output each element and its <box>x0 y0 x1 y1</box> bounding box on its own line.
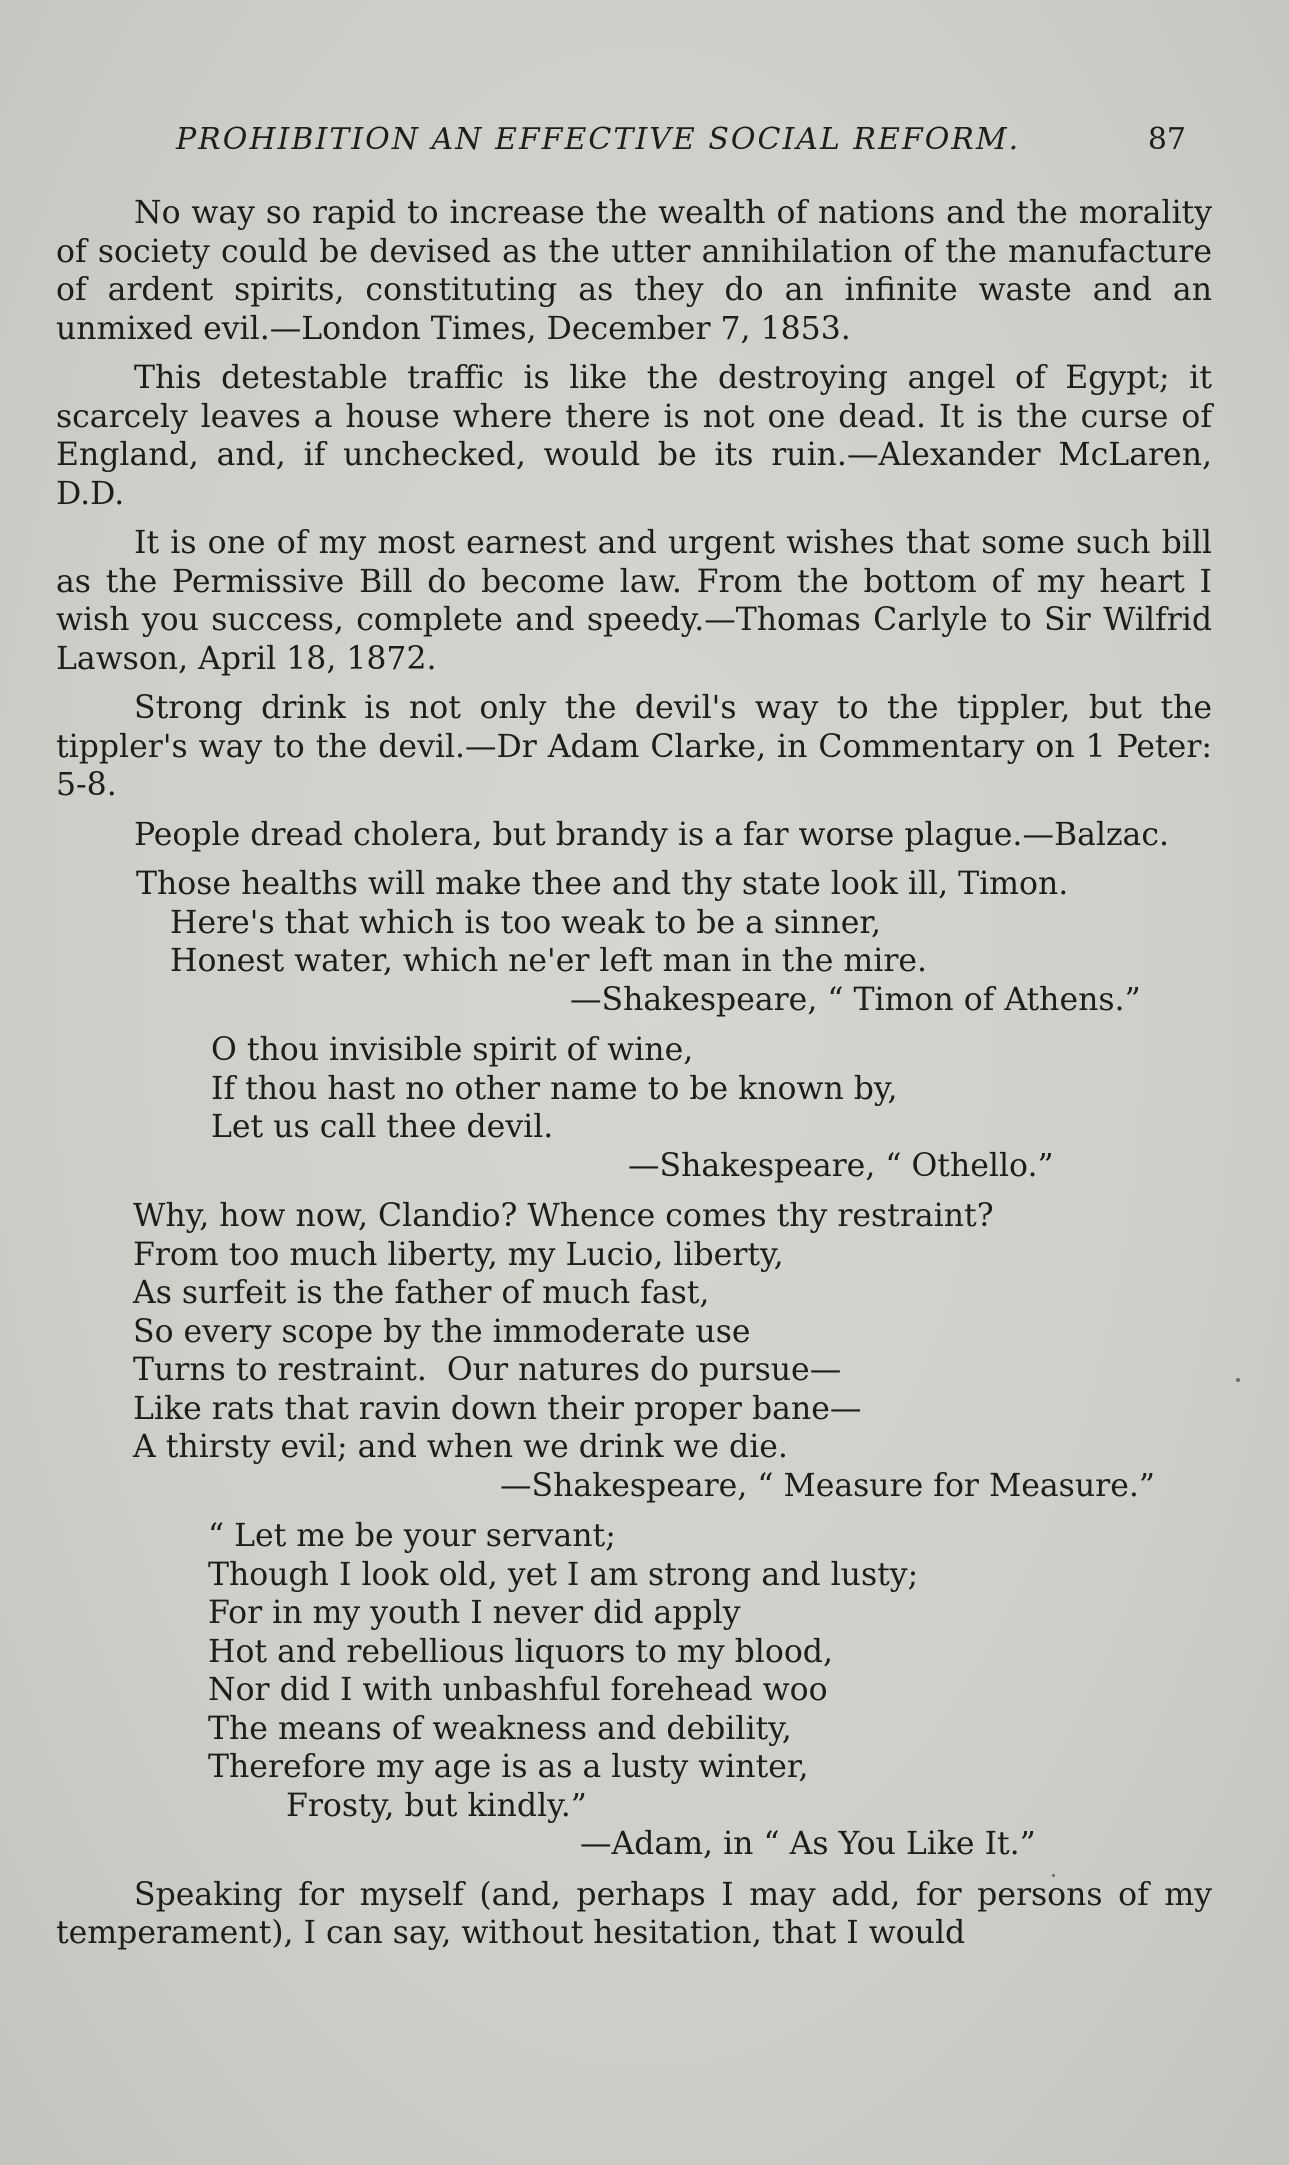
quotation-paragraph: People dread cholera, but brandy is a far worse plague.—Balzac. <box>134 816 1169 853</box>
verse-line: Though I look old, yet I am strong and lusty; <box>208 1556 919 1593</box>
verse-line: If thou hast no other name to be known by, <box>211 1070 898 1107</box>
quotation-paragraph: This detestable traffic is like the destroying angel of Egypt; it scarcely leaves a house where there is not one dead. It is the curse of England, and, if unchecked, would be its ruin.—Alexander McLaren, D.D. <box>56 360 1212 512</box>
verse-line: Honest water, which ne'er left man in the mire. <box>170 943 928 979</box>
closing-paragraph: Speaking for myself (and, perhaps I may add, for persons of my temperament), I can say, without hesitation, that I would <box>56 1876 1212 1951</box>
verse-line: Frosty, but kindly.” <box>286 1787 587 1824</box>
verse-line: Turns to restraint. Our natures do pursue— <box>133 1352 842 1388</box>
verse-line: Here's that which is too weak to be a sinner, <box>170 904 881 941</box>
running-title: PROHIBITION AN EFFECTIVE SOCIAL REFORM. <box>176 122 1021 157</box>
quotation-paragraph: Strong drink is not only the devil's way to the tippler, but the tippler's way to the devil.—Dr Adam Clarke, in Commentary on 1 Peter: 5-8. <box>56 690 1212 803</box>
running-header <box>176 122 1186 157</box>
verse-line: O thou invisible spirit of wine, <box>211 1032 694 1068</box>
verse-line: Let us call thee devil. <box>211 1109 554 1145</box>
verse-attribution: —Shakespeare, “ Othello.” <box>628 1147 1054 1184</box>
paper-speck <box>1236 1378 1240 1382</box>
paper-speck <box>1052 1874 1055 1877</box>
quotation-paragraph: It is one of my most earnest and urgent wishes that some such bill as the Permissive Bill do become law. From the bottom of my heart I wish you success, complete and speedy.—Thomas Carlyle to Sir Wilfrid Lawson, April 18, 1872. <box>56 525 1212 677</box>
verse-as-you-like-it <box>56 1517 1212 1864</box>
verse-line: So every scope by the immoderate use <box>133 1313 751 1350</box>
verse-line: For in my youth I never did apply <box>208 1595 741 1631</box>
verse-measure-for-measure <box>56 1197 1212 1505</box>
verse-line: Hot and rebellious liquors to my blood, <box>208 1633 833 1670</box>
quotation-paragraph: No way so rapid to increase the wealth of nations and the morality of society could be devised as the utter annihilation of the manufacture of ardent spirits, constituting as they do an infinite waste and an unmixed evil.—London Times, December 7, 1853. <box>56 195 1212 347</box>
verse-timon-of-athens <box>56 865 1212 1019</box>
verse-line: A thirsty evil; and when we drink we die. <box>133 1429 788 1465</box>
verse-attribution: —Adam, in “ As You Like It.” <box>580 1826 1036 1862</box>
verse-line: Why, how now, Clandio? Whence comes thy restraint? <box>133 1198 994 1234</box>
page-body <box>56 194 1212 1964</box>
verse-attribution: —Shakespeare, “ Measure for Measure.” <box>500 1467 1155 1504</box>
verse-line: The means of weakness and debility, <box>208 1710 792 1747</box>
verse-line: Like rats that ravin down their proper bane— <box>133 1390 862 1427</box>
verse-line: Therefore my age is as a lusty winter, <box>208 1749 809 1785</box>
verse-line: Nor did I with unbashful forehead woo <box>208 1672 828 1708</box>
verse-line: As surfeit is the father of much fast, <box>133 1275 710 1311</box>
verse-othello <box>56 1031 1212 1185</box>
verse-attribution: —Shakespeare, “ Timon of Athens.” <box>570 981 1141 1018</box>
verse-line: Those healths will make thee and thy state look ill, Timon. <box>136 866 1069 902</box>
verse-line: “ Let me be your servant; <box>208 1518 616 1554</box>
page-number: 87 <box>1147 122 1186 157</box>
verse-line: From too much liberty, my Lucio, liberty, <box>133 1236 784 1273</box>
